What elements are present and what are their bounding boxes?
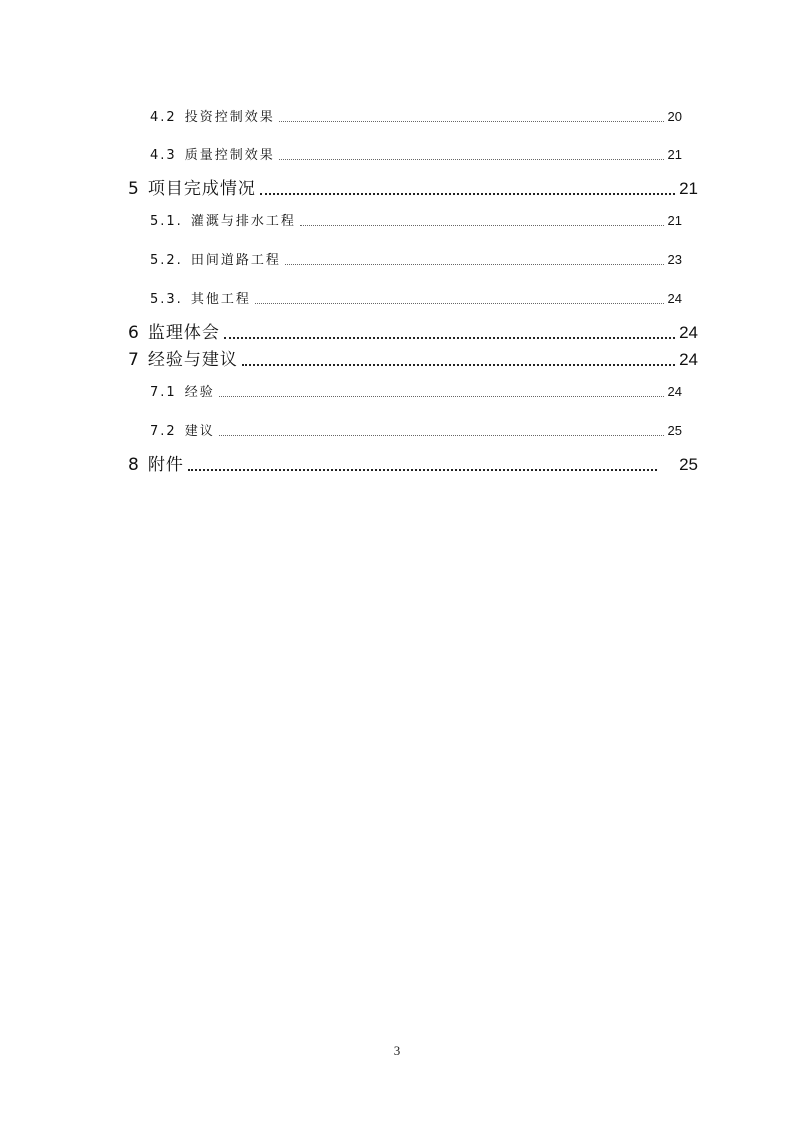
toc-entry-6[interactable] xyxy=(128,321,698,345)
toc-entry-page: 21 xyxy=(679,179,698,198)
toc-entry-5-3[interactable] xyxy=(150,289,682,309)
toc-entry-page: 24 xyxy=(667,384,682,399)
toc-entry-4-3[interactable] xyxy=(150,145,682,165)
toc-entry-number: 6 xyxy=(128,323,140,343)
toc-entry-title: 监理体会 xyxy=(147,323,220,343)
toc-dot-leader xyxy=(224,337,675,339)
toc-dot-leader xyxy=(285,264,664,265)
toc-entry-title: 田间道路工程 xyxy=(190,253,281,268)
toc-entry-8[interactable] xyxy=(128,453,698,477)
toc-entry-page: 25 xyxy=(667,423,682,438)
toc-entry-title: 灌溉与排水工程 xyxy=(190,214,296,229)
toc-entry-number: 4.2 xyxy=(150,110,177,125)
toc-entry-page: 24 xyxy=(679,323,698,342)
toc-entry-title: 附件 xyxy=(147,455,184,475)
toc-entry-number: 8 xyxy=(128,455,140,475)
toc-entry-5[interactable] xyxy=(128,177,698,201)
toc-entry-7[interactable] xyxy=(128,348,698,372)
toc-dot-leader xyxy=(242,364,675,366)
toc-entry-5-2[interactable] xyxy=(150,250,682,270)
toc-entry-number: 4.3 xyxy=(150,148,177,163)
page-number: 3 xyxy=(393,1043,401,1058)
toc-entry-number: 5 xyxy=(128,179,140,199)
toc-entry-page: 23 xyxy=(667,252,682,267)
toc-entry-title: 建议 xyxy=(184,424,215,439)
toc-entry-5-1[interactable] xyxy=(150,211,682,231)
toc-entry-7-1[interactable] xyxy=(150,382,682,402)
toc-entry-number: 7 xyxy=(128,350,140,370)
toc-entry-page: 21 xyxy=(667,147,682,162)
toc-dot-leader xyxy=(219,396,664,397)
toc-entry-title: 其他工程 xyxy=(190,292,251,307)
toc-dot-leader xyxy=(300,225,664,226)
toc-entry-title: 项目完成情况 xyxy=(147,179,256,199)
toc-dot-leader xyxy=(255,303,664,304)
toc-entry-page: 20 xyxy=(667,109,682,124)
toc-entry-4-2[interactable] xyxy=(150,107,682,127)
toc-entry-title: 质量控制效果 xyxy=(184,148,275,163)
toc-entry-page: 21 xyxy=(667,213,682,228)
toc-entry-number: 5.2. xyxy=(150,253,183,268)
toc-entry-title: 经验 xyxy=(184,385,215,400)
toc-entry-number: 7.1 xyxy=(150,385,177,400)
toc-entry-number: 5.3. xyxy=(150,292,183,307)
toc-entry-page: 25 xyxy=(679,455,698,474)
toc-entry-number: 5.1. xyxy=(150,214,183,229)
toc-dot-leader xyxy=(279,159,664,160)
toc-entry-page: 24 xyxy=(679,350,698,369)
toc-dot-leader xyxy=(260,193,675,195)
toc-dot-leader xyxy=(219,435,664,436)
toc-dot-leader xyxy=(279,121,664,122)
toc-entry-page: 24 xyxy=(667,291,682,306)
toc-entry-title: 投资控制效果 xyxy=(184,110,275,125)
toc-entry-title: 经验与建议 xyxy=(147,350,238,370)
toc-entry-7-2[interactable] xyxy=(150,421,682,441)
toc-dot-leader xyxy=(188,469,657,471)
toc-entry-number: 7.2 xyxy=(150,424,177,439)
